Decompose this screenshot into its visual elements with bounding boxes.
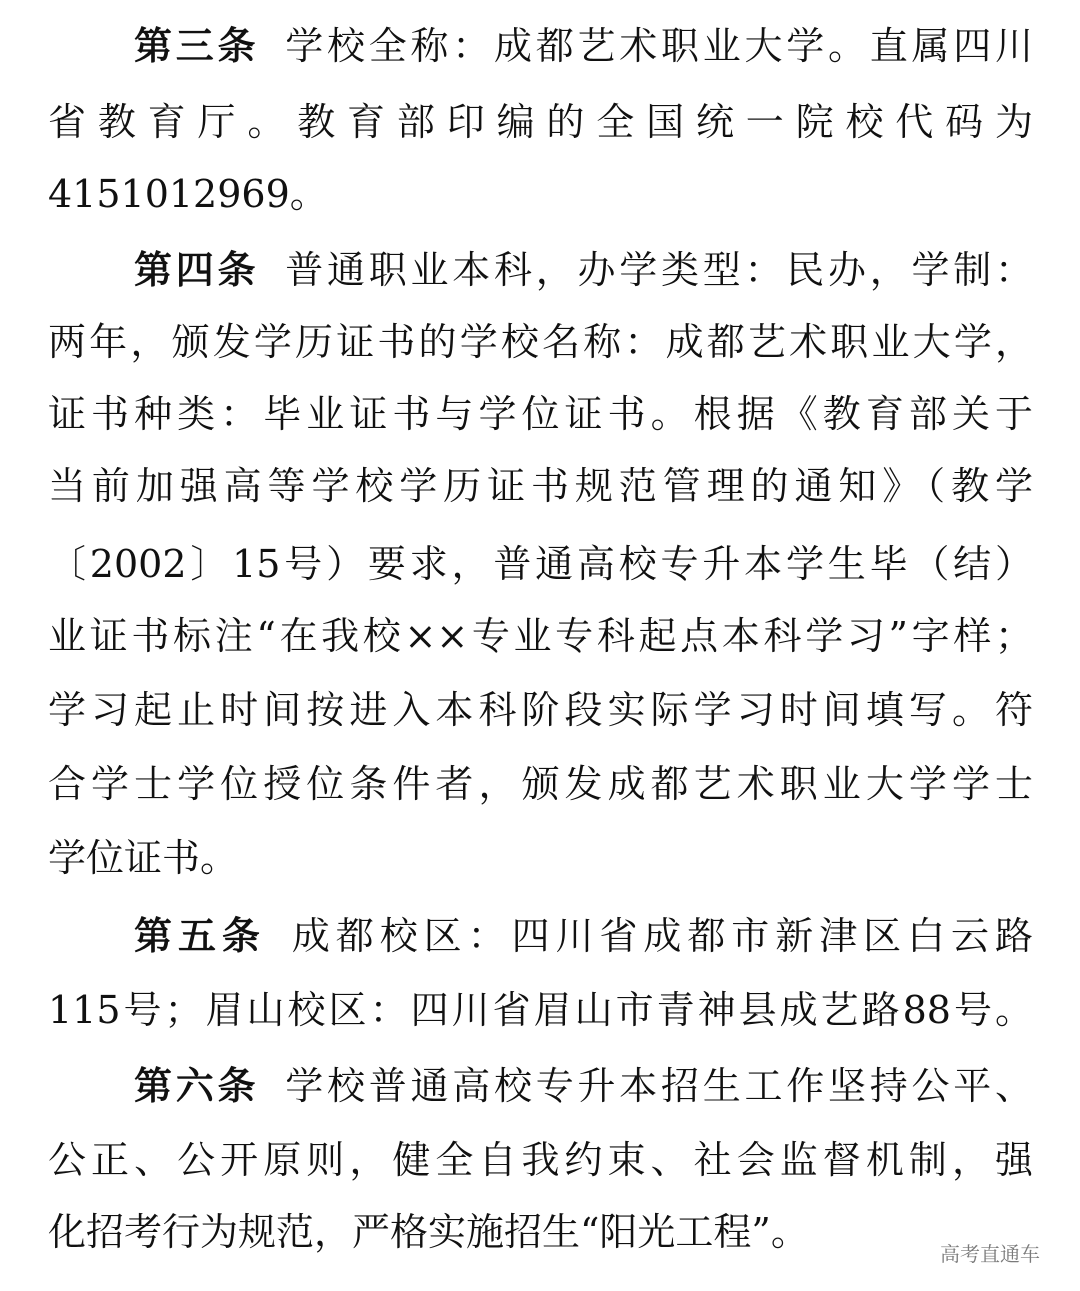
article-3-line-3: 4151012969。 xyxy=(48,172,328,216)
article-6-heading: 第六条 xyxy=(134,1063,260,1108)
article-6-line-3: 化招考行为规范，严格实施招生“阳光工程”。 xyxy=(48,1210,809,1254)
article-5-line-1 xyxy=(134,912,1033,960)
article-4-line-8: 合学士学位授位条件者，颁发成都艺术职业大学学士 xyxy=(48,762,1033,806)
article-3-line-1 xyxy=(134,22,1033,70)
article-6-line-1 xyxy=(134,1062,1033,1110)
article-4-text: 普通职业本科，办学类型：民办，学制： xyxy=(285,248,1033,292)
article-6-text: 学校普通高校专升本招生工作坚持公平、 xyxy=(285,1064,1033,1108)
article-5-text: 成都校区：四川省成都市新津区白云路 xyxy=(291,914,1033,958)
article-3-text: 学校全称：成都艺术职业大学。直属四川 xyxy=(285,24,1033,68)
article-4-heading: 第四条 xyxy=(134,247,260,292)
article-3-line-2: 省教育厅。教育部印编的全国统一院校代码为 xyxy=(48,100,1033,144)
article-6-line-2: 公正、公开原则，健全自我约束、社会监督机制，强 xyxy=(48,1138,1033,1182)
article-5-line-2: 115号；眉山校区：四川省眉山市青神县成艺路88号。 xyxy=(48,988,1033,1032)
article-4-line-4: 当前加强高等学校学历证书规范管理的通知》（教学 xyxy=(48,464,1033,508)
article-5-heading: 第五条 xyxy=(134,913,266,958)
article-3-heading: 第三条 xyxy=(134,23,260,68)
watermark: 高考直通车 xyxy=(940,1242,1040,1266)
article-4-line-1 xyxy=(134,246,1033,294)
article-4-line-9: 学位证书。 xyxy=(48,836,239,880)
article-4-line-6: 业证书标注“在我校××专业专科起点本科学习”字样； xyxy=(48,614,1033,658)
article-4-line-2: 两年，颁发学历证书的学校名称：成都艺术职业大学， xyxy=(48,320,1033,364)
article-4-line-5: 〔2002〕15号）要求，普通高校专升本学生毕（结） xyxy=(48,542,1033,586)
article-4-line-7: 学习起止时间按进入本科阶段实际学习时间填写。符 xyxy=(48,688,1033,732)
article-4-line-3: 证书种类：毕业证书与学位证书。根据《教育部关于 xyxy=(48,392,1033,436)
